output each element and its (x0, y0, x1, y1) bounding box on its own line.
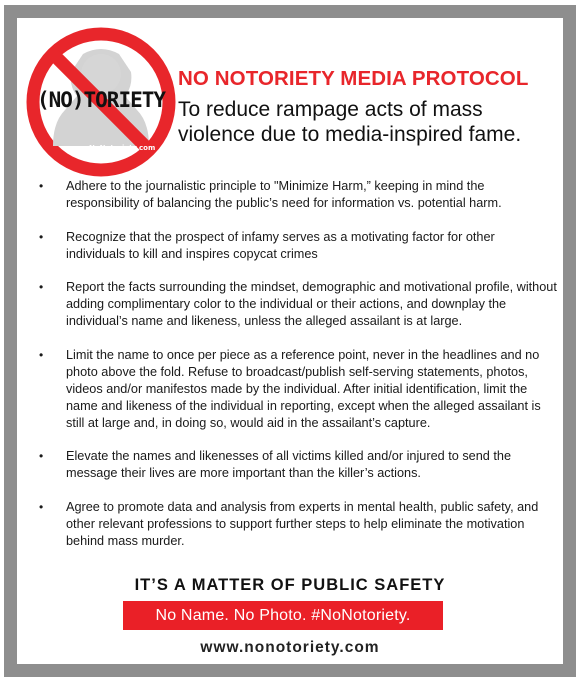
list-item (37, 347, 557, 432)
subtitle-line-2: violence due to media-inspired fame. (178, 123, 522, 146)
list-item (37, 448, 557, 482)
bullet-icon: • (39, 499, 44, 514)
list-item (37, 499, 557, 550)
list-item (37, 229, 557, 263)
list-item-text: Report the facts surrounding the mindset, demographic and motivational profile, without adding complimentary color to the individual or their actions, and downplay the individual’s name and likeness, unless the alleged assailant is at large. (66, 280, 557, 328)
bullet-icon: • (39, 347, 44, 362)
list-item-text: Agree to promote data and analysis from experts in mental health, public safety, and other relevant professions to support further steps to help eliminate the motivation behind mass murder. (66, 499, 539, 548)
slogan-banner: No Name. No Photo. #NoNotoriety. (123, 601, 443, 630)
poster (17, 18, 563, 664)
bullet-icon: • (39, 229, 44, 244)
list-item-text: Limit the name to once per piece as a reference point, never in the headlines and no photo above the fold. Refuse to broadcast/publish self-serving statements, photos, videos and/or manifestos made by the individual. After initial identification, limit the name and likeness of the individual in reporting, except when the alleged assailant is still at large and, in doing so, would aid in the assailant’s capture. (66, 347, 541, 430)
poster-frame (4, 5, 576, 677)
logo-wordmark: (NO)TORIETY (36, 88, 166, 112)
list-item (37, 279, 557, 330)
tagline: IT’S A MATTER OF PUBLIC SAFETY (134, 576, 446, 594)
bullet-icon: • (39, 179, 44, 193)
bullet-icon: • (39, 280, 44, 294)
list-item-text: Adhere to the journalistic principle to "Minimize Harm,” keeping in mind the responsibility of balancing the public’s need for information vs. potential harm. (66, 179, 502, 210)
page-title: NO NOTORIETY MEDIA PROTOCOL (178, 67, 529, 90)
logo-url-text: NoNotoriety.com (89, 144, 156, 152)
no-notoriety-logo (25, 26, 177, 178)
protocol-list (37, 178, 557, 566)
list-item-text: Elevate the names and likenesses of all victims killed and/or injured to send the message their lives are more important than the killer’s actions. (66, 449, 512, 480)
subtitle-line-1: To reduce rampage acts of mass (178, 98, 483, 121)
website-url: www.nonotoriety.com (200, 639, 380, 656)
list-item-text: Recognize that the prospect of infamy serves as a motivating factor for other individuals to kill and inspires copycat crimes (66, 229, 495, 261)
list-item (37, 178, 557, 212)
bullet-icon: • (39, 449, 44, 463)
subtitle (178, 97, 568, 147)
